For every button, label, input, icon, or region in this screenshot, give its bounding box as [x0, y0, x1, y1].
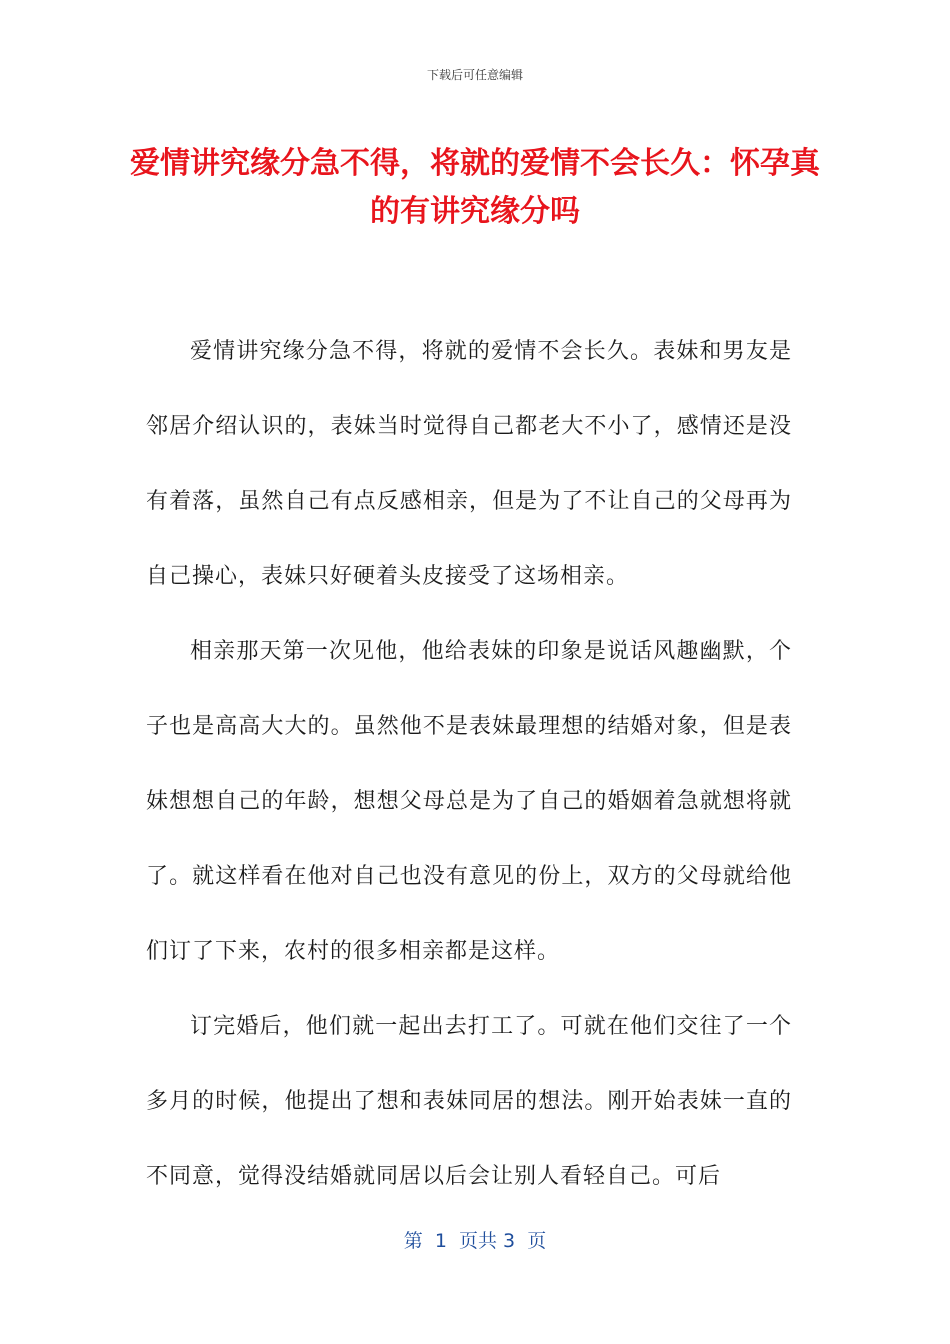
paragraph: 爱情讲究缘分急不得，将就的爱情不会长久。表妹和男友是邻居介绍认识的，表妹当时觉得自己都老大不小了，感情还是没有着落，虽然自己有点反感相亲，但是为了不让自己的父母再为自己操心，表妹只好硬着头皮接受了这场相亲。 — [146, 339, 792, 589]
header-note: 下载后可任意编辑 — [426, 68, 523, 82]
document-body — [146, 314, 792, 1214]
paragraph: 订完婚后，他们就一起出去打工了。可就在他们交往了一个多月的时候，他提出了想和表妹同居的想法。刚开始表妹一直的不同意，觉得没结婚就同居以后会让别人看轻自己。可后 — [146, 1014, 792, 1189]
document-title: 爱情讲究缘分急不得，将就的爱情不会长久：怀孕真的有讲究缘分吗 — [130, 146, 820, 229]
paragraph: 相亲那天第一次见他，他给表妹的印象是说话风趣幽默，个子也是高高大大的。虽然他不是表妹最理想的结婚对象，但是表妹想想自己的年龄，想想父母总是为了自己的婚姻着急就想将就了。就这样看在他对自己也没有意见的份上，双方的父母就给他们订了下来，农村的很多相亲都是这样。 — [146, 639, 792, 964]
page-number-footer: 第 1 页共 3 页 — [403, 1230, 547, 1252]
